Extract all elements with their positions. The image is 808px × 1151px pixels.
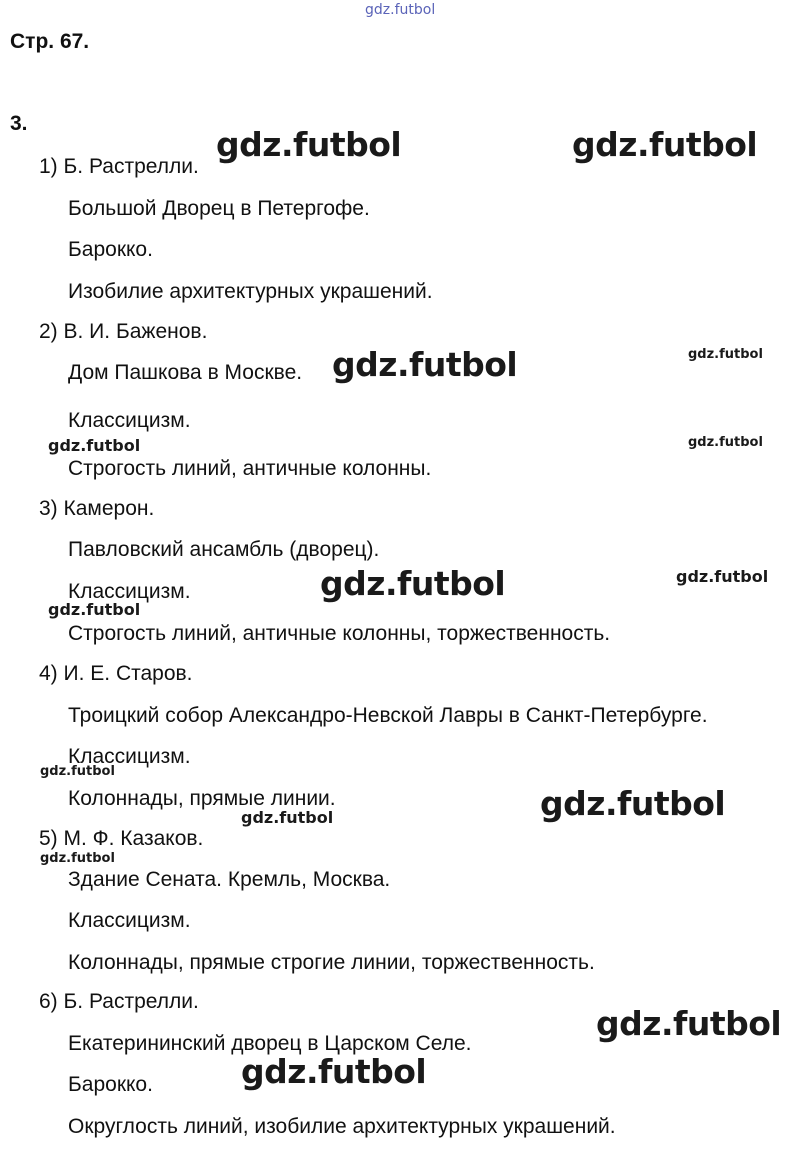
watermark: gdz.futbol xyxy=(40,851,115,866)
watermark: gdz.futbol xyxy=(596,1004,782,1043)
item-2-features: Строгость линий, античные колонны. xyxy=(68,457,432,480)
item-1-building: Большой Дворец в Петергофе. xyxy=(68,197,370,220)
item-1-style: Барокко. xyxy=(68,238,153,261)
item-4-features: Колоннады, прямые линии. xyxy=(68,787,336,810)
item-5-features: Колоннады, прямые строгие линии, торжественность. xyxy=(68,951,595,974)
item-2-architect: 2) В. И. Баженов. xyxy=(39,320,208,343)
watermark: gdz.futbol xyxy=(241,808,334,827)
watermark: gdz.futbol xyxy=(365,2,436,18)
watermark: gdz.futbol xyxy=(572,125,758,164)
item-6-architect: 6) Б. Растрелли. xyxy=(39,990,199,1013)
item-1-architect: 1) Б. Растрелли. xyxy=(39,155,199,178)
watermark: gdz.futbol xyxy=(40,764,115,779)
watermark: gdz.futbol xyxy=(48,436,141,455)
watermark: gdz.futbol xyxy=(332,345,518,384)
page-header: Стр. 67. xyxy=(10,30,90,53)
item-2-building: Дом Пашкова в Москве. xyxy=(68,361,303,384)
item-3-features: Строгость линий, античные колонны, торжественность. xyxy=(68,622,611,645)
task-number: 3. xyxy=(10,112,28,135)
item-6-style: Барокко. xyxy=(68,1073,153,1096)
item-3-architect: 3) Камерон. xyxy=(39,497,155,520)
watermark: gdz.futbol xyxy=(320,564,506,603)
item-4-style: Классицизм. xyxy=(68,745,191,768)
item-1-features: Изобилие архитектурных украшений. xyxy=(68,280,433,303)
watermark: gdz.futbol xyxy=(48,600,141,619)
item-5-style: Классицизм. xyxy=(68,909,191,932)
item-4-building: Троицкий собор Александро-Невской Лавры в Санкт-Петербурге. xyxy=(68,704,708,727)
item-4-architect: 4) И. Е. Старов. xyxy=(39,662,193,685)
watermark: gdz.futbol xyxy=(688,435,763,450)
watermark: gdz.futbol xyxy=(676,567,769,586)
watermark: gdz.futbol xyxy=(688,347,763,362)
item-3-style: Классицизм. xyxy=(68,580,191,603)
item-3-building: Павловский ансамбль (дворец). xyxy=(68,538,380,561)
item-5-building: Здание Сената. Кремль, Москва. xyxy=(68,868,391,891)
item-6-features: Округлость линий, изобилие архитектурных украшений. xyxy=(68,1115,616,1138)
watermark: gdz.futbol xyxy=(241,1052,427,1091)
watermark: gdz.futbol xyxy=(540,784,726,823)
watermark: gdz.futbol xyxy=(216,125,402,164)
item-6-building: Екатерининский дворец в Царском Селе. xyxy=(68,1032,472,1055)
item-2-style: Классицизм. xyxy=(68,409,191,432)
item-5-architect: 5) М. Ф. Казаков. xyxy=(39,827,204,850)
